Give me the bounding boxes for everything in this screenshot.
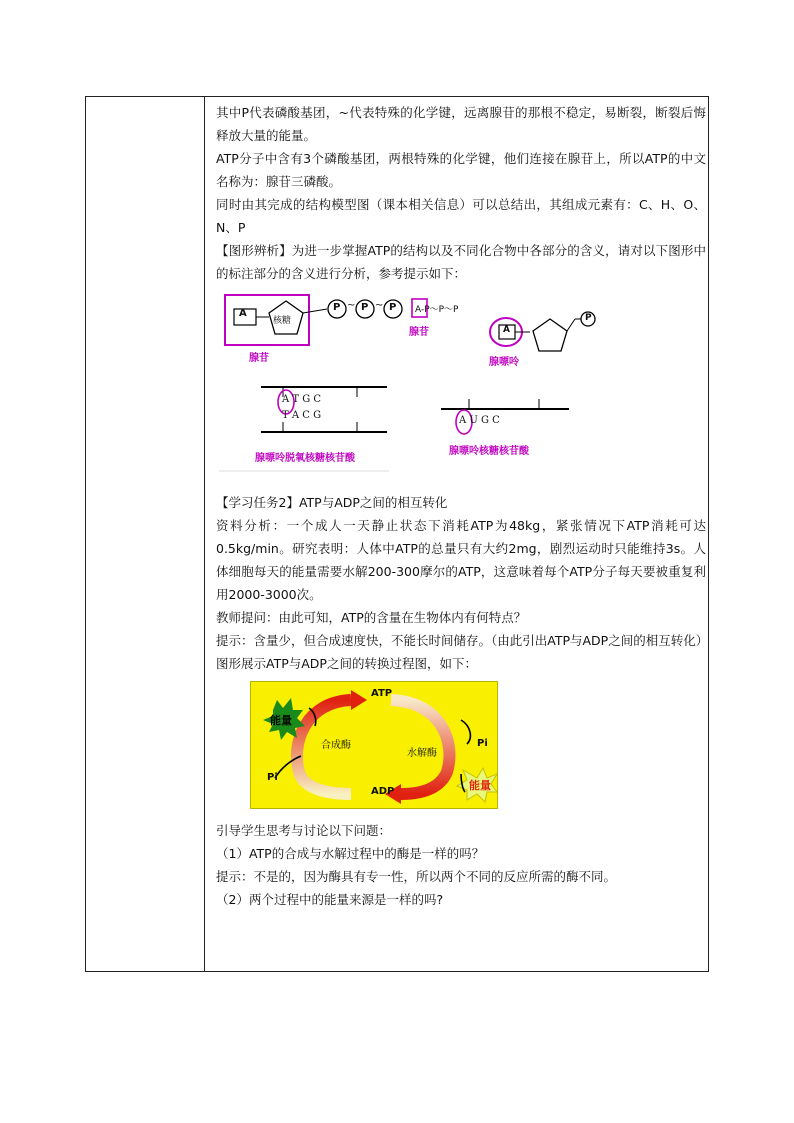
dna-nucleotide-label: 腺嘌呤脱氧核糖核苷酸 [255,453,355,464]
paragraph: 图形展示ATP与ADP之间的转换过程图，如下： [216,656,477,671]
paragraph: 【学习任务2】ATP与ADP之间的相互转化 [216,495,448,510]
paragraph: 【图形辨析】为进一步掌握ATP的结构以及不同化合物中各部分的含义，请对以下图形中的标注部分的含义进行分析，参考提示如下： [216,243,706,281]
pi-input-label: Pi [267,772,278,783]
adenine-label: 腺嘌呤 [489,357,519,368]
paragraph: ATP分子中含有3个磷酸基团，两根特殊的化学键，他们连接在腺苷上，所以ATP的中文名称为：腺苷三磷酸。 [216,151,706,189]
paragraph: （1）ATP的合成与水解过程中的酶是一样的吗？ [216,846,485,861]
high-energy-bond-2: ~ [375,300,384,311]
phosphate-4: P [585,313,592,323]
paragraph: 同时由其完成的结构模型图（课本相关信息）可以总结出，其组成元素有：C、H、O、N、P [216,197,706,235]
pi-output-label: Pi [477,738,488,749]
paragraph: 资料分析：一个成人一天静止状态下消耗ATP为48kg，紧张情况下ATP消耗可达0.5kg/min。研究表明：人体中ATP的总量只有大约2mg，剧烈运动时只能维持3s。人体细胞每天的能量需要水解200-300摩尔的ATP，这意味着每个ATP分子每天要被重复利用2000-3000次。 [216,518,706,602]
content-cell [216,101,709,911]
adenosine-label-1: 腺苷 [249,353,269,364]
paragraph: 提示：不是的，因为酶具有专一性，所以两个不同的反应所需的酶不同。 [216,869,617,884]
phosphate-2: P [361,302,369,313]
rna-nucleotide-label: 腺嘌呤核糖核苷酸 [449,446,529,457]
paragraph: 提示：含量少，但合成速度快，不能长时间储存。（由此引出ATP与ADP之间的相互转化） [216,633,709,648]
dna-top-strand: A T G C [282,394,322,405]
atp-label: ATP [371,688,393,699]
paragraph: 其中P代表磷酸基团，~代表特殊的化学键，远离腺苷的那根不稳定，易断裂，断裂后悔释放大量的能量。 [216,105,706,143]
paragraph: （2）两个过程中的能量来源是一样的吗? [216,892,444,907]
ribose-label: 核糖 [273,316,292,326]
energy-output-label: 能量 [469,779,491,792]
adenine-box-label: A [239,308,247,319]
paragraph: 引导学生思考与讨论以下问题： [216,823,392,838]
column-divider [204,97,205,971]
lesson-table [85,96,709,972]
phosphate-1: P [333,302,341,313]
rna-strand: A U G C [459,415,500,426]
phosphate-3: P [389,302,397,313]
hydrolase-label: 水解酶 [407,748,437,759]
atp-adp-cycle-figure [250,681,498,809]
atp-chain-formula: A-P～P～P [415,305,459,315]
adenosine-label-2: 腺苷 [409,327,429,338]
adp-label: ADP [371,786,395,797]
adenine-a-label: A [503,325,510,335]
high-energy-bond-1: ~ [347,300,356,311]
paragraph: 教师提问：由此可知，ATP的含量在生物体内有何特点？ [216,610,527,625]
atp-structure-figure [219,289,619,485]
energy-input-label: 能量 [270,714,292,727]
synthase-label: 合成酶 [321,740,351,751]
dna-bottom-strand: T A C G [282,410,322,421]
